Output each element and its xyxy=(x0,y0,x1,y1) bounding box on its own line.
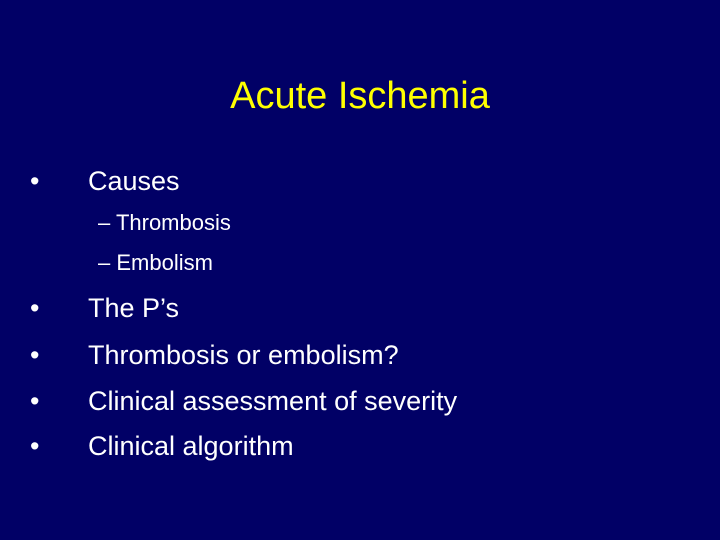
slide-title: Acute Ischemia xyxy=(230,75,490,117)
bullet-marker: • xyxy=(30,431,40,461)
bullet-text: Causes xyxy=(88,166,180,196)
bullet-marker: • xyxy=(30,293,40,323)
sub-bullet-thrombosis: – Thrombosis xyxy=(98,210,231,235)
bullet-marker: • xyxy=(30,166,40,196)
bullet-marker: • xyxy=(30,386,40,416)
bullet-text: Clinical assessment of severity xyxy=(88,386,458,416)
bullet-text: The P’s xyxy=(88,293,180,323)
bullet-marker: • xyxy=(30,340,40,370)
bullet-text: Clinical algorithm xyxy=(88,431,294,461)
bullet-text: Thrombosis or embolism? xyxy=(88,340,399,370)
sub-bullet-embolism: – Embolism xyxy=(98,250,213,275)
